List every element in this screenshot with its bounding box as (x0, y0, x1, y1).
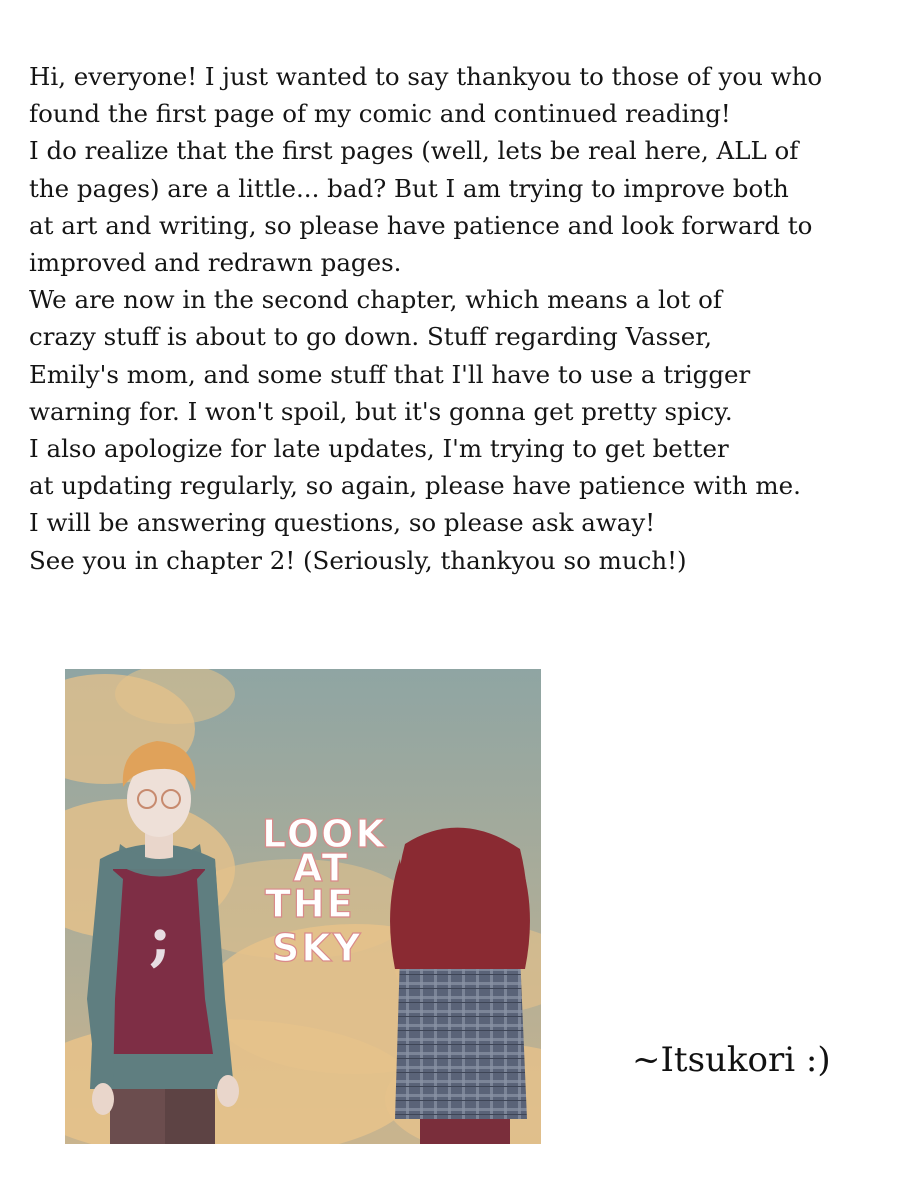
note-line: I do realize that the first pages (well, lets be real here, ALL of (29, 136, 799, 166)
title-line-look: LOOK (262, 812, 387, 856)
author-note (29, 58, 889, 579)
semicolon-graphic: ; (149, 904, 172, 974)
author-signature: ~Itsukori :) (632, 1040, 831, 1080)
title-line-sky: SKY (272, 926, 363, 970)
girl-character (390, 828, 530, 1144)
note-line: I will be answering questions, so please ask away! (29, 508, 656, 538)
note-line: improved and redrawn pages. (29, 248, 402, 278)
note-line: at updating regularly, so again, please have patience with me. (29, 471, 801, 501)
title-line-at: AT (293, 846, 350, 890)
title-line-the: THE (265, 882, 355, 926)
note-line: the pages) are a little... bad? But I am trying to improve both (29, 173, 789, 203)
note-line: crazy stuff is about to go down. Stuff regarding Vasser, (29, 322, 713, 352)
note-line: See you in chapter 2! (Seriously, thankyou so much!) (29, 545, 687, 575)
note-line: Hi, everyone! I just wanted to say thankyou to those of you who (29, 62, 823, 91)
note-line: warning for. I won't spoil, but it's gonna get pretty spicy. (29, 396, 733, 426)
note-line: I also apologize for late updates, I'm trying to get better (29, 434, 729, 464)
note-line: Emily's mom, and some stuff that I'll have to use a trigger (29, 359, 751, 389)
cover-illustration (65, 669, 541, 1144)
cover-artwork (65, 669, 541, 1144)
note-line: We are now in the second chapter, which means a lot of (29, 285, 722, 315)
note-line: found the first page of my comic and continued reading! (29, 99, 731, 129)
note-line: at art and writing, so please have patience and look forward to (29, 210, 813, 240)
